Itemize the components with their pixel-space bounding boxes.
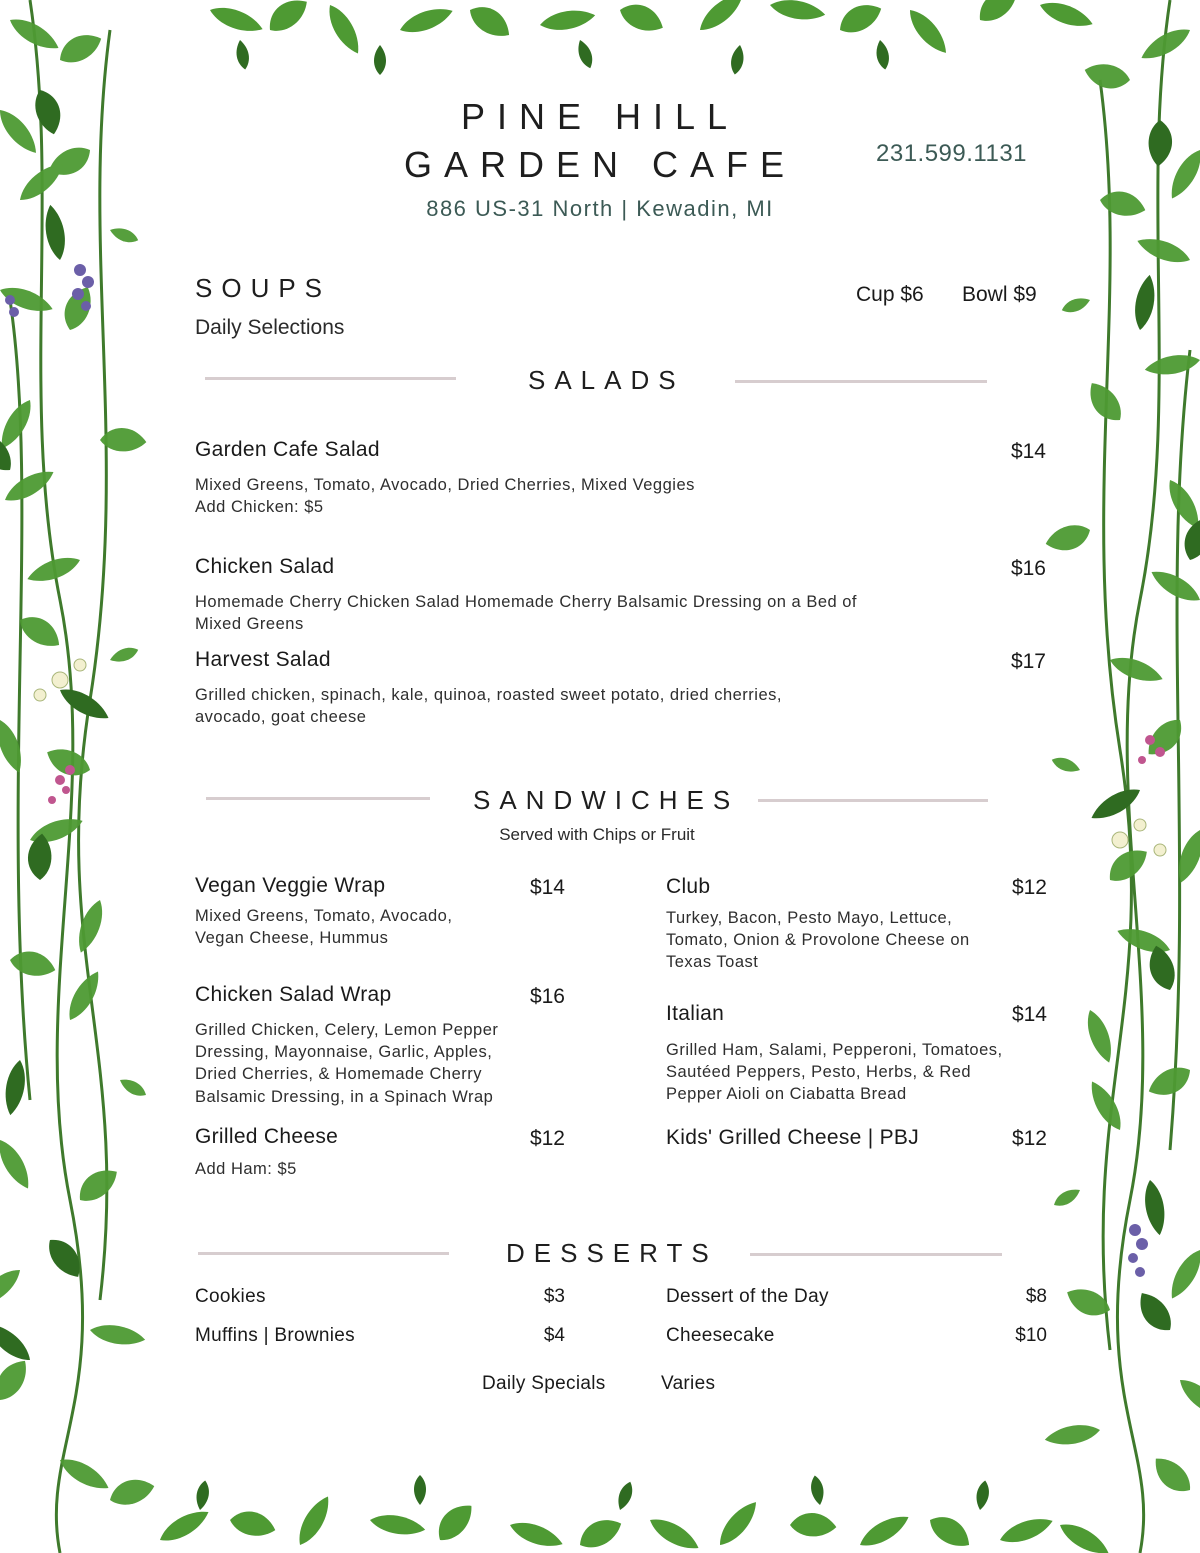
sandwiches-heading: SANDWICHES	[473, 785, 740, 815]
sandwiches-rule-left	[206, 797, 430, 800]
sandwich-item-price: $12	[1011, 1127, 1047, 1150]
dessert-item-name: Muffins | Brownies	[195, 1325, 355, 1346]
daily-specials-price: Varies	[661, 1373, 716, 1394]
dessert-item-price: $8	[1025, 1286, 1047, 1307]
cafe-phone: 231.599.1131	[876, 140, 1028, 167]
sandwich-item-desc: Pepper Aioli on Ciabatta Bread	[666, 1085, 907, 1103]
dessert-item-name: Dessert of the Day	[666, 1286, 829, 1307]
sandwich-item-price: $14	[529, 876, 565, 899]
cafe-name-line1: PINE HILL	[460, 96, 740, 137]
cafe-address: 886 US-31 North | Kewadin, MI	[426, 196, 774, 221]
sandwich-item-name: Chicken Salad Wrap	[195, 983, 392, 1006]
soup-bowl-price: Bowl $9	[962, 283, 1037, 306]
salad-item-desc: Homemade Cherry Chicken Salad Homemade Cherry Balsamic Dressing on a Bed of	[195, 593, 858, 611]
sandwich-item-desc: Vegan Cheese, Hummus	[195, 929, 389, 947]
sandwich-item-name: Club	[666, 875, 711, 898]
desserts-heading: DESSERTS	[506, 1238, 718, 1268]
sandwich-item-name: Grilled Cheese	[195, 1125, 339, 1148]
salad-item-desc: Mixed Greens, Tomato, Avocado, Dried Cherries, Mixed Veggies	[195, 476, 695, 494]
sandwich-item-price: $14	[1011, 1003, 1047, 1026]
dessert-item-price: $10	[1015, 1325, 1047, 1346]
salads-rule-left	[205, 377, 456, 380]
dessert-item-name: Cookies	[195, 1286, 266, 1307]
daily-specials-label: Daily Specials	[482, 1373, 606, 1394]
sandwich-item-price: $16	[529, 985, 565, 1008]
salad-item-desc: Grilled chicken, spinach, kale, quinoa, roasted sweet potato, dried cherries,	[195, 686, 782, 704]
sandwich-item-name: Italian	[666, 1002, 725, 1025]
cafe-name-line2: GARDEN CAFE	[403, 144, 797, 185]
sandwich-item-desc: Turkey, Bacon, Pesto Mayo, Lettuce,	[666, 909, 953, 927]
sandwich-item-desc: Dried Cherries, & Homemade Cherry	[195, 1065, 483, 1083]
soups-heading: SOUPS	[195, 273, 332, 303]
dessert-item-price: $3	[543, 1286, 565, 1307]
dessert-item-price: $4	[543, 1325, 565, 1346]
sandwich-item-desc: Balsamic Dressing, in a Spinach Wrap	[195, 1088, 494, 1106]
sandwich-item-name: Vegan Veggie Wrap	[195, 874, 386, 897]
sandwich-item-price: $12	[1011, 876, 1047, 899]
salads-rule-right	[735, 380, 987, 383]
salad-item-desc: Mixed Greens	[195, 615, 304, 633]
sandwich-item-price: $12	[529, 1127, 565, 1150]
salad-item-name: Harvest Salad	[195, 648, 331, 671]
salad-item-price: $17	[1010, 650, 1046, 673]
sandwich-item-desc: Dressing, Mayonnaise, Garlic, Apples,	[195, 1043, 493, 1061]
salad-item-name: Garden Cafe Salad	[195, 438, 380, 461]
salad-item-desc: avocado, goat cheese	[195, 708, 367, 726]
desserts-rule-right	[750, 1253, 1002, 1256]
salad-item-price: $14	[1010, 440, 1046, 463]
salad-item-addon: Add Chicken: $5	[195, 498, 324, 516]
salads-heading: SALADS	[528, 365, 685, 395]
salad-item-name: Chicken Salad	[195, 555, 335, 578]
sandwich-item-desc: Grilled Ham, Salami, Pepperoni, Tomatoes,	[666, 1041, 1003, 1059]
salad-item-price: $16	[1010, 557, 1046, 580]
desserts-rule-left	[198, 1252, 449, 1255]
soups-subtitle: Daily Selections	[195, 316, 345, 339]
sandwiches-rule-right	[758, 799, 988, 802]
sandwich-item-desc: Mixed Greens, Tomato, Avocado,	[195, 907, 453, 925]
sandwich-item-desc: Grilled Chicken, Celery, Lemon Pepper	[195, 1021, 499, 1039]
soup-cup-price: Cup $6	[856, 283, 924, 306]
sandwich-item-desc: Texas Toast	[666, 953, 759, 971]
dessert-item-name: Cheesecake	[666, 1325, 775, 1346]
sandwich-item-name: Kids' Grilled Cheese | PBJ	[666, 1126, 920, 1149]
sandwich-item-desc: Tomato, Onion & Provolone Cheese on	[666, 931, 970, 949]
sandwiches-subtitle: Served with Chips or Fruit	[499, 825, 695, 844]
sandwich-item-desc: Sautéed Peppers, Pesto, Herbs, & Red	[666, 1063, 972, 1081]
sandwich-item-addon: Add Ham: $5	[195, 1160, 297, 1178]
